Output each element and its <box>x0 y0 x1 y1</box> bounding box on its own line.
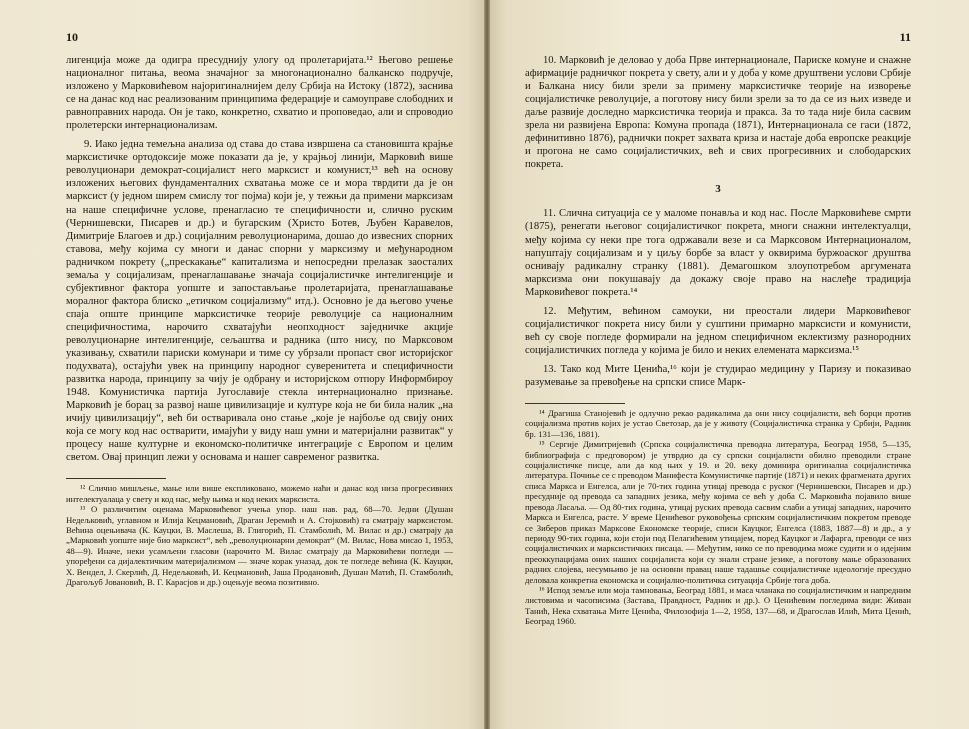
paragraph: лигенција може да одигра пресудниjу улогу од пролетаријата.¹² Његово решење националног питања, веома значајног за многонационално балканско подручје, изложено у Марковићевом најоригиналнијем делу Србија на Истоку (1872), заснива се на данас код нас реализованим принципима федерације и самоуправе слободних и равноправних народа. Он је тако, конкретно, схватио и проповедао, али и спроводио пролетерски интернационализам. <box>66 55 453 132</box>
footnote: ¹⁶ Испод земље или моја тамновања, Београд 1881, и маса чланака по социјалистичким и напредним листовима и часописима (Застава, Правдност, Радник и др.). О Ценићевим погледима види: Живан Танић, Нека схватања Мите Ценића, Филозофија 1—2, 1958, 137—68, и Драгослав Илић, Мита Ценић, Београд 1960. <box>525 584 911 627</box>
footnote: ¹² Слично мишљење, мање или више експликовано, можемо наћи и данас код низа прогресивних интелектуалаца у свету и код нас, међу њима и код неких марксиста. <box>66 483 453 504</box>
footnotes <box>525 408 911 627</box>
footnote: ¹⁵ Сергије Димитријевић (Српска социјалистичка преводна литература, Београд 1958, 5—135, библиографија с предговором) је утврдио да су српски социјалисти обилно преводили стране социјалистичке писце, али да код њих у 19. и 20. веку доминира оригинална социјалистичка литература. Почиње се с преводом Манифеста Комунистичке партије (1871) и неких фрагмената других списа Маркса и Енгелса, али је 70-тих година утицај превода с руског (Чернишевски, Писарев и др.) пресудније од превода са западних језика, међу којима се већ у доба С. Марковића појавило више превода Ласаља. — Од 80-тих година, утицај руских превода сасвим слаби а утицај западних, нарочито Маркса и Енгелса, расте. У време Ценићевог руковођења српским социјалистичким покретом преводе се Зиберов приказ Марксове Економске теорије, списи Кауцког, Енгелса (1883, 1887—8) и др., а у периоду 90-тих година, који стоји под Пелагићевим утицајем, поред Кауцког и Лафарга, преводи се низ социјалистичких и марксистичких писаца. — Међутим, нико се по преводима може судити и о идејним преоккупацијама оних наших социјалиста који су знали стране језике, а поготову мање образованих радних слојева, несумњиво је на основни правац наше тадашње социјалистичке идеологије пресудно деловала конкретна економска и социјално-политичка ситуација Србије тога доба. <box>525 439 911 585</box>
section-number: 3 <box>715 183 721 196</box>
book-gutter <box>484 0 490 729</box>
body-text <box>525 207 911 389</box>
paragraph: 12. Међутим, већином самоуки, ни преостали лидери Марковићевог социјалистичког покрета нису били у суштини примарно марксисти и комунисти, већ су своје погледе формирали на једном специфичном еклектизму разнородних социјалистичких погледа у којима је било и неких елемената марксизма.¹⁵ <box>525 305 911 356</box>
paragraph: 13. Тако код Мите Ценића,¹⁶ који је студирао медицину у Паризу и показивао разумевање за превођење на српски списе Марк- <box>525 363 911 388</box>
footnote: ¹⁴ Драгиша Станојевић је одлучно рекао радикалима да они нису социјалисти, већ борци против социјализма против којих је устао Светозар, да је у животу (Социјалистичка странка у Србији, Радник бр. 131—136, 1881). <box>525 408 911 439</box>
paragraph: 11. Слична ситуација се у маломе понавља и код нас. После Марковићеве смрти (1875), ренегати његовог социјалистичког покрета, многи снажни интелектуалци, међу којима су неки пре тога одржавали везе и са Марксовом Интернационалом, напуштају социјализам и у циљу борбе за власт у оквирима буржоаског друштва оснивају радикалну странку (1881). Демагошком злоупотребом аргумената марксизма они покушавају да докажу своје право на наслеђе традиција Марковићевог покрета.¹⁴ <box>525 208 911 298</box>
page-number: 11 <box>899 30 911 44</box>
footnote-rule <box>66 478 166 479</box>
page-number: 10 <box>66 30 78 44</box>
paragraph: 10. Марковић је деловао у доба Прве интернационале, Париске комуне и снажне афирмације радничког покрета у свету, али и у доба у коме друштвени услови Србије и Балкана нису били зрели за примену марксистичке теорије на изворење социјалистичке револуције, а поготову нису били зрели за то да се из њих изведе и даље развије доследно марксистичка теорија и пракса. За то тада није била сасвим зрела ни развијена Европа: Комуна пропада (1871), Интернационала се гаси (1872, дефинитивно 1876), раднички покрет захвата криза и настаје доба европске реакције и прогона не само социјалистичких, већ и свих прогресивних и слободарских покрета. <box>525 55 911 171</box>
footnote: ¹³ О различитим оценама Марковићевог учења упор. наш нав. рад, 68—70. Једни (Душан Недељковић, углавном и Илија Кецмановић, Драган Јеремић и А. Стојковић) га сматрају марксистом. Већина оцењивача (К. Кауцки, В. Маслеша, В. Глигорић, П. Стамболић, М. Вилас и др.) сматрају да „Марковић уопште није био марксист“, већ „револуционарни демократ“ (М. Вилас, Нова мисао 1, 1953, 48—9). Иначе, неки усамљени гласови (нарочито М. Вилас сматрају да Марковићеви погледи — упоређени са дијалектичким материјализмом — значе корак уназад, док те погледе већина (К. Кауцки, Х. Вендел, J. Скерлић, Д. Недељковић, И. Кецмановић, Јаша Продановић, Душан Матић, П. Стамболић, Драгољуб Јовановић, В. Г. Карасјов и др.) оцењује веома позитивно. <box>66 504 453 588</box>
right-page <box>487 0 969 729</box>
paragraph: 9. Иако једна темељна анализа од става до става извршена са становишта крајње марксистичке ортодоксије може показати да је, у крајњој линији, Марковић више револуционари демократ-социјалист него марксист и комунист,¹³ већ на основу изложених његових фундаменталних схватања може се и мора тврдити да је он марксист (у једном ширем смислу тог појма) који је, у тежњи да примени марксизам на наше специфичне услове, пренагласио те специфичности и, слично руским (Чернишевски, Писарев и др.) и бугарским (Христо Ботев, Љубен Каравелов, Димитрије Благоев и др.) социјалним револуционарима, дошао до извесних спорних ставова, међу којима су многи и данас спорни у марксизму и међународном радничком покрету („прескакање“ капитализма и непосредни прелазак заосталих земаља у социјализам, пренаглашавање значаја социјалистичке интелигенције и субјективног фактора уопште и запостављање пролетаријата, пренаглашавање моралног фактора блиско „етичком социјализму“ итд.). Основно је да његово учење спаја опште принципе марксистичке теорије револуције са националним специфичностима, нарочито схватајући неопходност заједничке акције револуционарне интелигенције, сељаштва и радника (што нису, по Марксовом указивању, схватили париски комунари и тиме су убрзали пропаст свог историјског подухвата), остајући увек на принципу народног суверенитета и специфичности развитка народа, принципу за чију је одбрану и историјском отпору Информбироу 1948. Комунистичка партија Југославије стекла интернационално признање. Марковић је борац за развој наше цивилизације и културе која не би била налик „на ичију цивилизацију“, већ би остваривала оно стање „које је најбоље од свију оних која се могу код нас остварити, имајући у виду наш умни и материјални развитак“ у процесу наше културне и економско-политичке интеграције с Европом и целим светом. Овај принцип лежи у основама и нашег савременог развитка. <box>66 139 453 464</box>
body-text <box>525 54 911 171</box>
body-text <box>66 54 453 464</box>
footnote-rule <box>525 403 625 404</box>
footnotes <box>66 483 453 587</box>
